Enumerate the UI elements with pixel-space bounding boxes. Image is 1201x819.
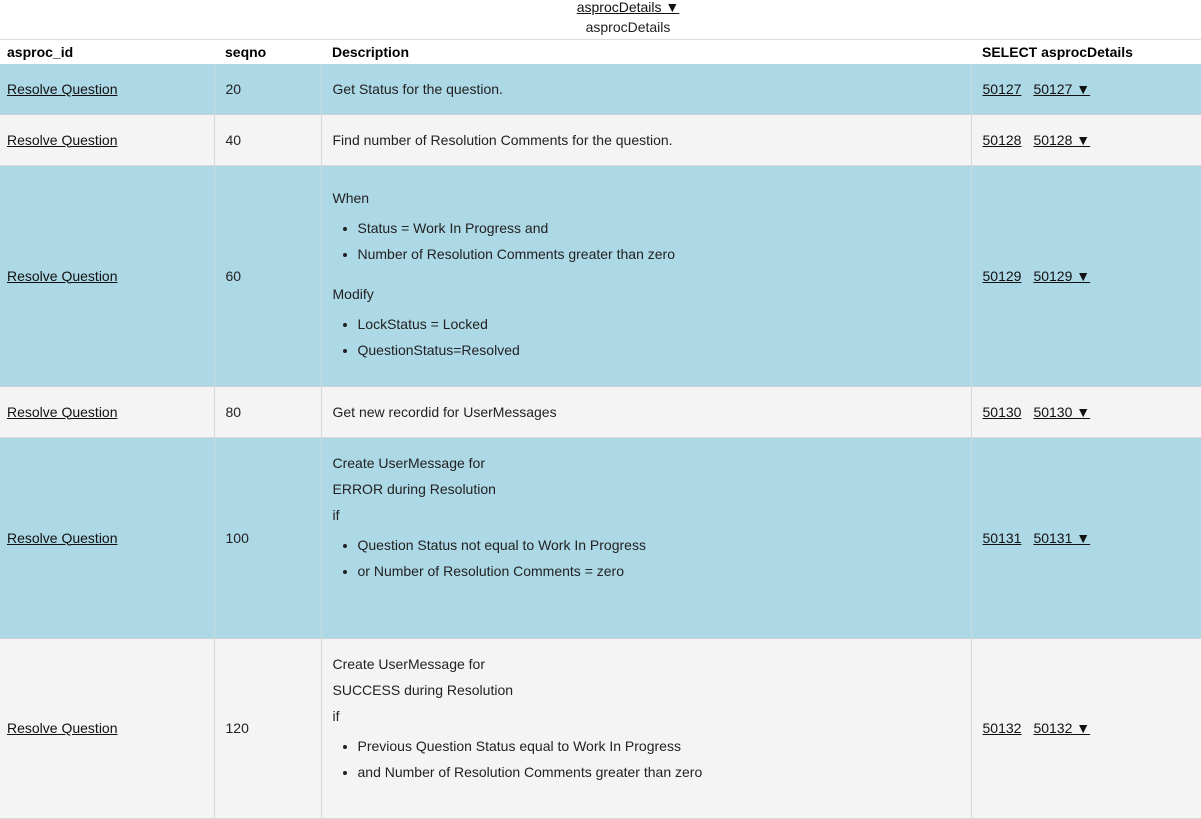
asproc-id-link[interactable]: Resolve Question — [7, 131, 118, 148]
column-header-select-asprocdetails: SELECT asprocDetails — [971, 40, 1201, 65]
description-text: Get new recordid for UserMessages — [332, 403, 557, 420]
cell-asproc-id — [0, 114, 214, 165]
select-dropdown-link[interactable]: 50132 ▼ — [1033, 720, 1091, 736]
select-id-link[interactable]: 50130 — [982, 403, 1022, 420]
description-text: Get Status for the question. — [332, 80, 503, 97]
select-id-link[interactable]: 50128 — [982, 131, 1022, 148]
modify-list — [333, 311, 971, 363]
cell-seqno: 120 — [214, 638, 321, 818]
description-text: SUCCESS during Resolution — [332, 681, 514, 698]
list-item: • QuestionStatus=Resolved — [358, 337, 971, 363]
cell-seqno: 100 — [214, 437, 321, 638]
cell-select — [971, 386, 1201, 437]
description-text: Modify — [332, 285, 374, 302]
cell-select — [971, 437, 1201, 638]
cell-description — [321, 386, 971, 437]
description-text: Find number of Resolution Comments for the question. — [332, 131, 673, 148]
table-row — [0, 437, 1201, 638]
description-text: ERROR during Resolution — [332, 480, 496, 497]
cell-seqno: 80 — [214, 386, 321, 437]
cell-seqno: 20 — [214, 64, 321, 114]
select-id-link[interactable]: 50131 — [982, 529, 1022, 546]
table-row — [0, 386, 1201, 437]
asproc-id-link[interactable]: Resolve Question — [7, 529, 118, 546]
select-dropdown-link[interactable]: 50128 ▼ — [1033, 131, 1091, 148]
asproc-id-link[interactable]: Resolve Question — [7, 267, 118, 284]
cell-select — [971, 638, 1201, 818]
cell-seqno: 40 — [214, 114, 321, 165]
description-text: When — [332, 189, 370, 206]
column-header-description[interactable]: Description — [321, 40, 971, 65]
cell-asproc-id — [0, 64, 214, 114]
cell-select — [971, 114, 1201, 165]
list-item: • and Number of Resolution Comments greater than zero — [358, 759, 971, 785]
cell-description — [321, 437, 971, 638]
cell-description — [321, 638, 971, 818]
header-row — [0, 40, 1201, 65]
asprocdetails-dropdown-link-wrap — [0, 0, 1201, 14]
cell-description — [321, 114, 971, 165]
description-text: if — [332, 707, 340, 724]
asproc-details-table — [0, 39, 1201, 819]
cell-select — [971, 165, 1201, 386]
select-dropdown-link[interactable]: 50131 ▼ — [1033, 529, 1091, 546]
cell-asproc-id — [0, 165, 214, 386]
cell-select — [971, 64, 1201, 114]
cell-asproc-id — [0, 437, 214, 638]
cell-asproc-id — [0, 386, 214, 437]
column-header-asproc-id[interactable]: asproc_id — [0, 40, 214, 65]
asproc-id-link[interactable]: Resolve Question — [7, 80, 118, 97]
condition-list — [333, 532, 971, 584]
cell-seqno: 60 — [214, 165, 321, 386]
cell-asproc-id — [0, 638, 214, 818]
cell-description — [321, 165, 971, 386]
list-item: • Number of Resolution Comments greater than zero — [358, 241, 971, 267]
description-text: Create UserMessage for — [332, 655, 486, 672]
select-dropdown-link[interactable]: 50127 ▼ — [1033, 80, 1091, 97]
condition-list — [333, 215, 971, 267]
asproc-id-link[interactable]: Resolve Question — [7, 403, 118, 420]
column-header-seqno[interactable]: seqno — [214, 40, 321, 65]
select-id-link[interactable]: 50129 — [982, 267, 1022, 284]
select-id-link[interactable]: 50132 — [982, 720, 1022, 736]
cell-description — [321, 64, 971, 114]
description-text: Create UserMessage for — [332, 454, 486, 471]
select-id-link[interactable]: 50127 — [982, 80, 1022, 97]
select-dropdown-link[interactable]: 50129 ▼ — [1033, 267, 1091, 284]
list-item: • or Number of Resolution Comments = zero — [358, 558, 971, 584]
asproc-id-link[interactable]: Resolve Question — [7, 720, 118, 736]
list-item: • LockStatus = Locked — [358, 311, 971, 337]
table-row — [0, 114, 1201, 165]
description-text: if — [332, 506, 340, 523]
list-item: • Status = Work In Progress and — [358, 215, 971, 241]
table-row — [0, 638, 1201, 818]
list-item: • Previous Question Status equal to Work In Progress — [358, 733, 971, 759]
table-row — [0, 165, 1201, 386]
table-row — [0, 64, 1201, 114]
condition-list — [333, 733, 971, 785]
list-item: • Question Status not equal to Work In Progress — [358, 532, 971, 558]
asprocdetails-dropdown-link[interactable]: asprocDetails ▼ — [576, 0, 680, 15]
select-dropdown-link[interactable]: 50130 ▼ — [1033, 403, 1091, 420]
table-caption: asprocDetails — [585, 19, 671, 35]
